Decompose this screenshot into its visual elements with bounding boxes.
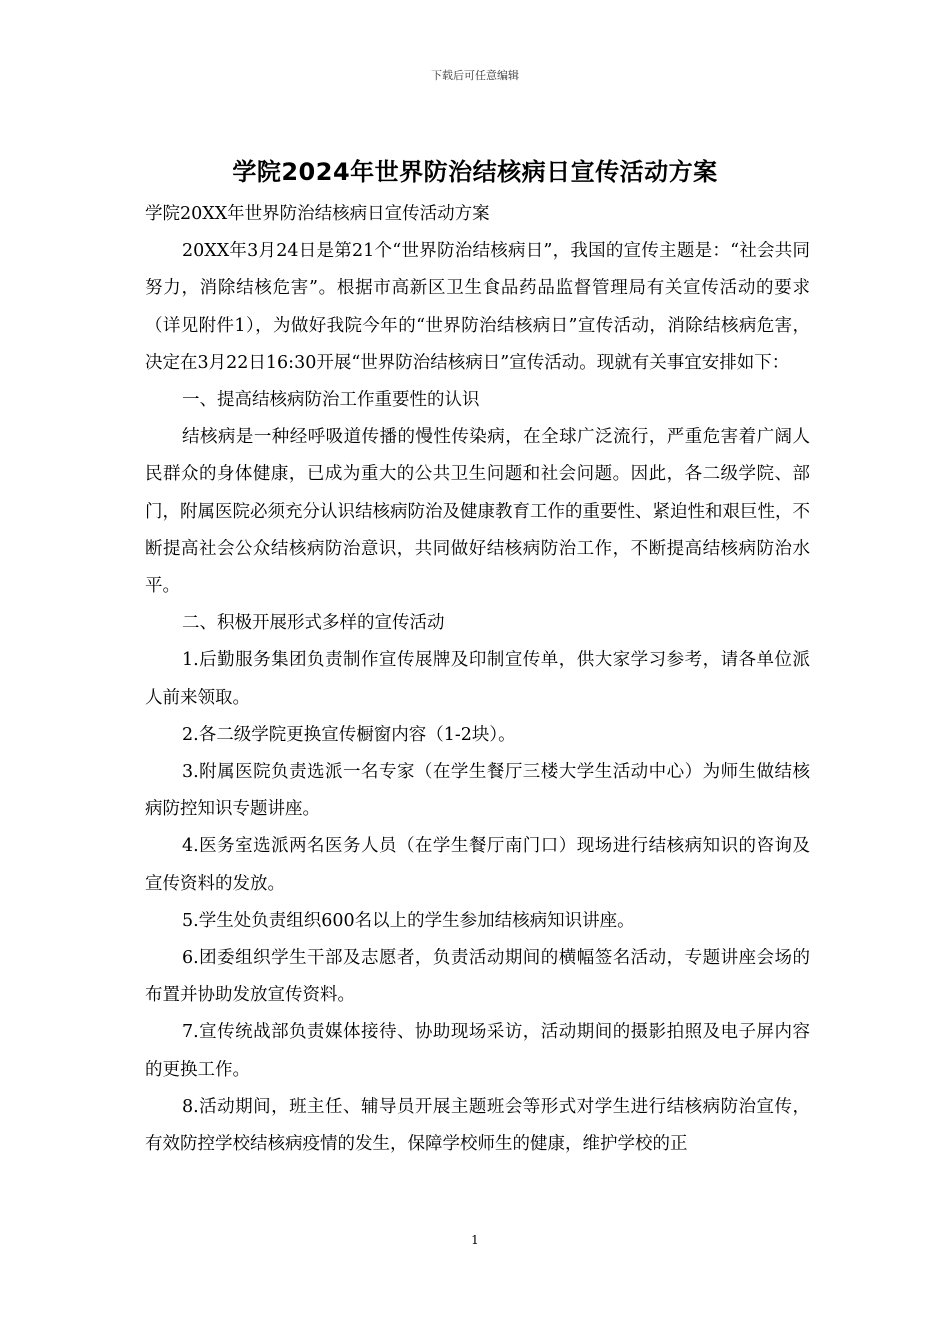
list-item: 4.医务室选派两名医务人员（在学生餐厅南门口）现场进行结核病知识的咨询及宣传资料的发放。 [145,836,810,894]
list-item: 1.后勤服务集团负责制作宣传展牌及印制宣传单，供大家学习参考，请各单位派人前来领取。 [145,650,810,708]
list-item: 8.活动期间，班主任、辅导员开展主题班会等形式对学生进行结核病防治宣传，有效防控学校结核病疫情的发生，保障学校师生的健康，维护学校的正 [145,1096,810,1155]
list-item: 3.附属医院负责选派一名专家（在学生餐厅三楼大学生活动中心）为师生做结核病防控知识专题讲座。 [145,762,810,820]
list-item: 6.团委组织学生干部及志愿者，负责活动期间的横幅签名活动，专题讲座会场的布置并协助发放宣传资料。 [145,948,810,1006]
section-1-paragraph: 结核病是一种经呼吸道传播的慢性传染病，在全球广泛流行，严重危害着广阔人民群众的身体健康，已成为重大的公共卫生问题和社会问题。因此，各二级学院、部门，附属医院必须充分认识结核病防治及健康教育工作的重要性、紧迫性和艰巨性，不断提高社会公众结核病防治意识，共同做好结核病防治工作，不断提高结核病防治水平。 [145,427,810,597]
intro-paragraph: 20XX年3月24日是第21个“世界防治结核病日”，我国的宣传主题是：“社会共同努力，消除结核危害”。根据市高新区卫生食品药品监督管理局有关宣传活动的要求（详见附件1），为做好我院今年的“世界防治结核病日”宣传活动，消除结核病危害，决定在3月22日16:30开展“世界防治结核病日”宣传活动。现就有关事宜安排如下： [145,241,810,373]
page-number: 1 [471,1233,479,1247]
document-subtitle: 学院20XX年世界防治结核病日宣传活动方案 [145,204,490,224]
section-2-heading: 二、积极开展形式多样的宣传活动 [182,613,445,634]
header-note: 下载后可任意编辑 [431,69,519,82]
list-item: 5.学生处负责组织600名以上的学生参加结核病知识讲座。 [182,910,635,931]
document-title: 学院2024年世界防治结核病日宣传活动方案 [232,158,718,186]
section-1-heading: 一、提高结核病防治工作重要性的认识 [182,390,480,411]
list-item: 2.各二级学院更换宣传橱窗内容（1-2块）。 [182,724,516,745]
list-item: 7.宣传统战部负责媒体接待、协助现场采访，活动期间的摄影拍照及电子屏内容的更换工作。 [145,1022,810,1080]
document-body [145,196,810,1163]
